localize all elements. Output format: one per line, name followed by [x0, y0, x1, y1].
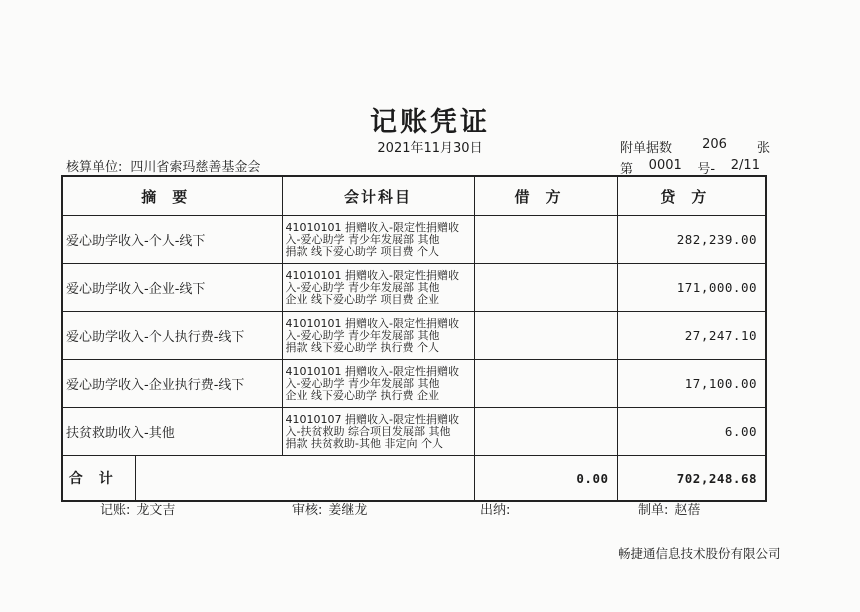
row-summary: 爱心助学收入-企业-线下 [62, 264, 282, 312]
cashier-label: 出纳: [480, 503, 511, 518]
row-debit [474, 360, 617, 408]
account-line: 41010101 捐赠收入-限定性捐赠收 [285, 316, 459, 330]
header-credit: 贷方 [617, 176, 766, 216]
voucher-title: 记账凭证 [370, 107, 490, 138]
preparer-label: 制单: [638, 503, 669, 518]
row-summary: 爱心助学收入-个人执行费-线下 [62, 312, 282, 360]
total-row [62, 456, 766, 502]
row-credit: 27,247.10 [617, 312, 766, 360]
account-line: 入-扶贫救助 综合项目发展部 其他 [285, 424, 451, 438]
account-line: 入-爱心助学 青少年发展部 其他 [285, 328, 440, 342]
account-line: 捐款 扶贫救助-其他 非定向 个人 [285, 436, 443, 450]
row-account [282, 264, 474, 312]
row-debit [474, 408, 617, 456]
table-row [62, 312, 766, 360]
table-row [62, 360, 766, 408]
voucher-date: 2021年11月30日 [377, 141, 483, 156]
row-credit: 6.00 [617, 408, 766, 456]
header-summary: 摘要 [62, 176, 282, 216]
total-label: 合计 [62, 456, 135, 502]
bookkeeper-signature [100, 499, 175, 518]
reviewer-name: 姜继龙 [328, 503, 368, 518]
table-row [62, 264, 766, 312]
account-line: 41010101 捐赠收入-限定性捐赠收 [285, 220, 459, 234]
header-account: 会计科目 [282, 176, 474, 216]
row-account [282, 216, 474, 264]
account-line: 捐款 线下爱心助学 项目费 个人 [285, 244, 440, 258]
row-credit: 171,000.00 [617, 264, 766, 312]
account-line: 41010101 捐赠收入-限定性捐赠收 [285, 268, 459, 282]
row-summary: 扶贫救助收入-其他 [62, 408, 282, 456]
preparer-signature [638, 499, 700, 518]
row-account [282, 360, 474, 408]
bookkeeper-label: 记账: [100, 503, 131, 518]
row-debit [474, 264, 617, 312]
row-account [282, 312, 474, 360]
software-company: 畅捷通信息技术股份有限公司 [618, 546, 781, 561]
row-summary: 爱心助学收入-企业执行费-线下 [62, 360, 282, 408]
voucher-number-prefix: 第 [620, 162, 634, 177]
preparer-name: 赵蓓 [674, 503, 701, 518]
total-blank [135, 456, 474, 502]
table-row [62, 408, 766, 456]
row-summary: 爱心助学收入-个人-线下 [62, 216, 282, 264]
total-debit: 0.00 [474, 456, 617, 502]
row-credit: 282,239.00 [617, 216, 766, 264]
row-debit [474, 312, 617, 360]
account-line: 入-爱心助学 青少年发展部 其他 [285, 232, 440, 246]
row-debit [474, 216, 617, 264]
account-line: 捐款 线下爱心助学 执行费 个人 [285, 340, 440, 354]
table-header-row [62, 176, 766, 216]
voucher-number-value: 0001 [648, 158, 682, 173]
attachments-label: 附单据数 [620, 141, 673, 156]
cashier-signature [480, 499, 516, 518]
attachments-unit: 张 [756, 141, 770, 156]
header-debit: 借方 [474, 176, 617, 216]
reviewer-label: 审核: [292, 503, 323, 518]
accounting-unit [66, 156, 260, 175]
voucher-number-suffix: 号- [697, 162, 716, 177]
row-credit: 17,100.00 [617, 360, 766, 408]
account-line: 入-爱心助学 青少年发展部 其他 [285, 280, 440, 294]
account-line: 企业 线下爱心助学 执行费 企业 [285, 388, 440, 402]
table-row [62, 216, 766, 264]
voucher-table [61, 175, 767, 502]
account-line: 41010107 捐赠收入-限定性捐赠收 [285, 412, 459, 426]
account-line: 入-爱心助学 青少年发展部 其他 [285, 376, 440, 390]
account-line: 企业 线下爱心助学 项目费 企业 [285, 292, 440, 306]
reviewer-signature [292, 499, 367, 518]
voucher-page: 2/11 [730, 158, 760, 173]
accounting-unit-value: 四川省索玛慈善基金会 [130, 160, 261, 175]
attachments-count [620, 137, 770, 156]
account-line: 41010101 捐赠收入-限定性捐赠收 [285, 364, 459, 378]
row-account [282, 408, 474, 456]
bookkeeper-name: 龙文吉 [136, 503, 176, 518]
total-credit: 702,248.68 [617, 456, 766, 502]
attachments-number: 206 [702, 137, 727, 152]
accounting-unit-label: 核算单位: [66, 160, 123, 175]
